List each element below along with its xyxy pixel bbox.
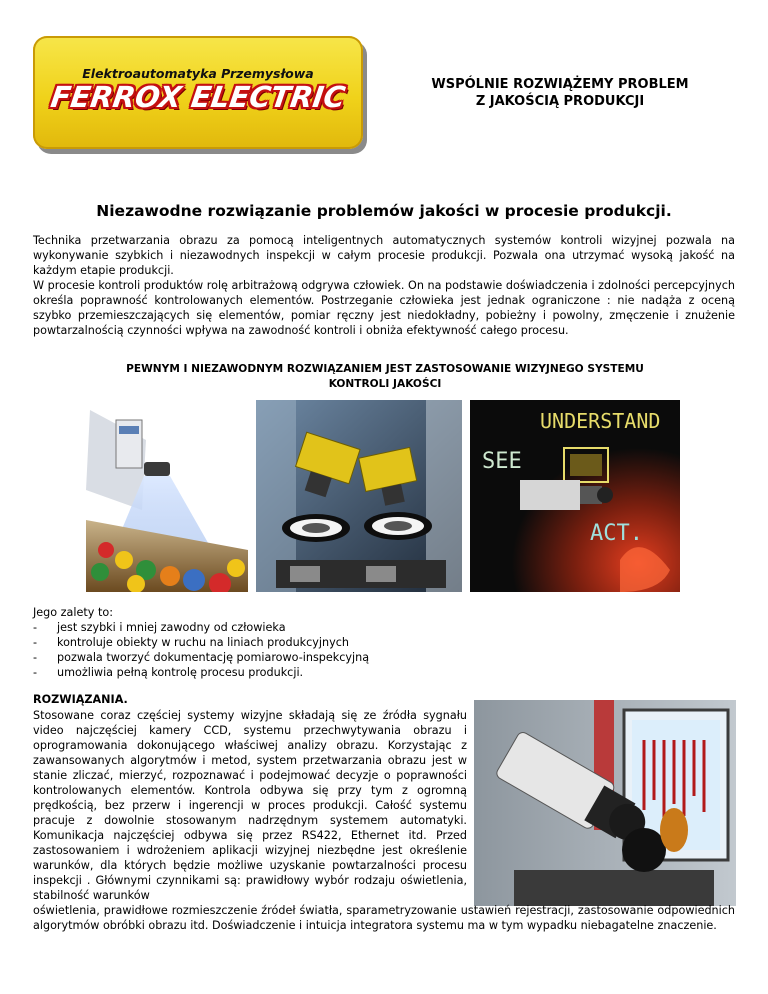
solutions-text <box>33 708 467 903</box>
vision-camera-photo <box>474 700 736 906</box>
highlight-statement <box>60 362 710 392</box>
solutions-text-continued <box>33 903 735 933</box>
list-item: - umożliwia pełną kontrolę procesu produkcji. <box>33 665 369 680</box>
list-item: - pozwala tworzyć dokumentację pomiarowo-inspekcyjną <box>33 650 369 665</box>
poster-word-see: SEE <box>482 449 522 474</box>
solutions-tail-paragraph: oświetlenia, prawidłowe rozmieszczenie źródeł światła, sparametryzowanie ustawień rejestracji, zastosowanie odpowiednich algorytmów obróbki obrazu itd. Doświadczenie i intuicja integratora systemu ma w tym wypadku niebagatelne znaczenie. <box>33 904 735 932</box>
advantages-list <box>33 620 369 680</box>
list-item: - jest szybki i mniej zawodny od człowieka <box>33 620 369 635</box>
intro-paragraph-2: W procesie kontroli produktów rolę arbitrażową odgrywa człowiek. On na podstawie doświadczenia i zdolności percepcyjnych określa poprawność kontrolowanych elementów. Postrzeganie człowieka jest jednak ograniczone : nie nadąża z oceną szybko przemieszczających się elementów, pomiar ręczny jest niedokładny, pobieżny i powolny, zmęczenie i znużenie powtarzalnością czynności wpływa na zawodność kontroli i obniża efektywność całego procesu. <box>33 279 735 337</box>
header-slogan-line2: Z JAKOŚCIĄ PRODUKCJI <box>475 94 645 109</box>
solutions-heading: ROZWIĄZANIA. <box>33 693 128 706</box>
header-slogan <box>370 76 750 110</box>
logo-subtitle: Elektroautomatyka Przemysłowa <box>82 66 314 81</box>
highlight-line1: PEWNYM I NIEZAWODNYM ROZWIĄZANIEM JEST ZASTOSOWANIE WIZYJNEGO SYSTEMU <box>126 363 644 375</box>
company-logo <box>33 36 363 149</box>
logo-brand-name: FERROX ELECTRIC <box>48 80 348 114</box>
header-slogan-line1: WSPÓLNIE ROZWIĄŻEMY PROBLEM <box>431 77 689 92</box>
camera-inspection-photo <box>86 400 248 592</box>
page-title: Niezawodne rozwiązanie problemów jakości w procesie produkcji. <box>96 202 672 220</box>
list-item: - kontroluje obiekty w ruchu na liniach produkcyjnych <box>33 635 369 650</box>
advantages-section <box>33 605 369 680</box>
solutions-paragraph: Stosowane coraz częściej systemy wizyjne składają się ze źródła sygnału video najczęściej kamery CCD, systemu przechwytywania obrazu i oprogramowania dokonującego właściwej analizy obrazu. Korzystając z zawansowanych algorytmów i metod, system przetwarzania obrazu jest w stanie zliczać, mierzyć, rozpoznawać i podejmować decyzje o poprawności kontrolowanych elementów. Kontrola odbywa się przy tym z ogromną prędkością, bez przerw i ingerencji w proces produkcji. Całość systemu pracuje z dowolnie stosowanym nadrzędnym systemem automatyki. Komunikacja najczęściej odbywa się przez RS422, Ethernet itd. Przed zastosowaniem i wdrożeniem aplikacji wizyjnej niezbędne jest określenie warunków, dla których będzie możliwe uzyskanie powtarzalności procesu inspekcji . Głównymi czynnikami są: prawidłowy wybór rodzaju oświetlenia, stabilność warunków <box>33 709 467 902</box>
see-understand-act-poster <box>470 400 680 592</box>
advantages-intro: Jego zalety to: <box>33 606 113 619</box>
highlight-line2: KONTROLI JAKOŚCI <box>328 378 442 390</box>
poster-word-act: ACT. <box>590 521 643 546</box>
intro-text <box>33 233 735 338</box>
intro-paragraph-1: Technika przetwarzania obrazu za pomocą inteligentnych automatycznych systemów kontroli wizyjnej pozwala na wykonywanie szybkich i niezawodnych inspekcji w całym procesie produkcji. Pozwala ona utrzymać wysoką jakość na każdym etapie produkcji. <box>33 234 735 277</box>
poster-word-understand: UNDERSTAND <box>540 409 661 433</box>
ring-light-cameras-photo <box>256 400 462 592</box>
